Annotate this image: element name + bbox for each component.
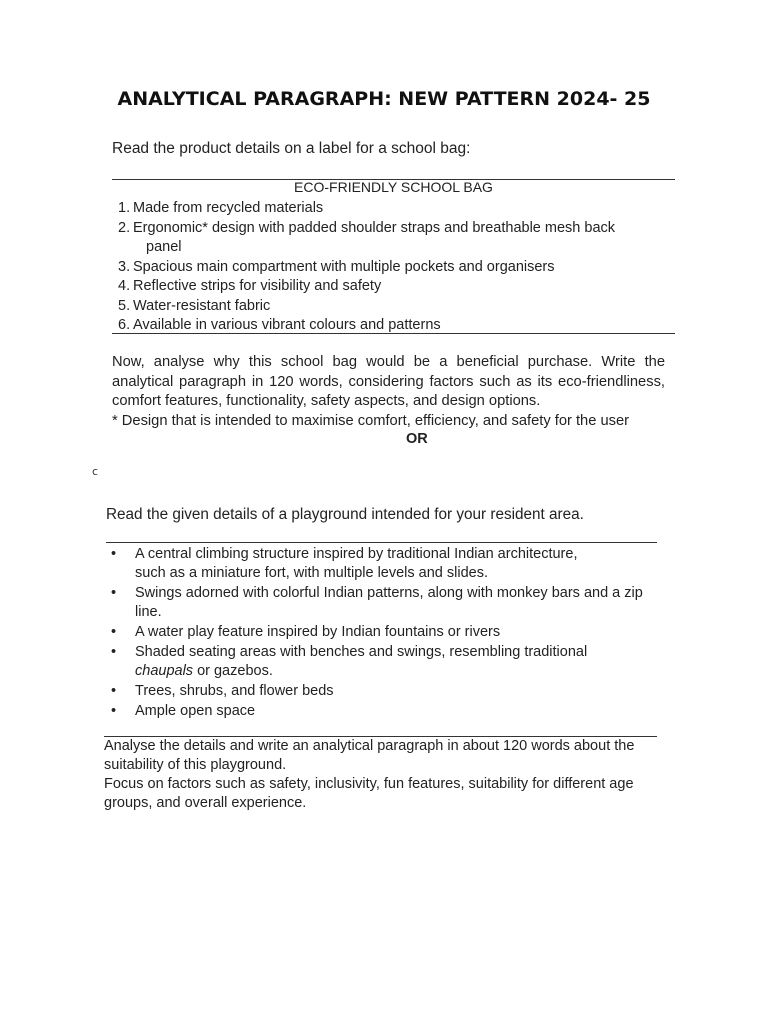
stray-character: c xyxy=(92,465,99,478)
item-text-tail: or gazebos. xyxy=(193,663,273,680)
item-text: Ergonomic* design with padded shoulder straps and breathable mesh back xyxy=(133,219,616,236)
item-number: 3. xyxy=(118,258,131,275)
item-italic-word: chaupals xyxy=(135,663,194,680)
section1-task xyxy=(112,353,665,431)
item-number: 5. xyxy=(118,297,131,314)
item-text: Ample open space xyxy=(135,702,256,719)
label-bottom-rule xyxy=(112,333,675,334)
section1-intro: Read the product details on a label for a school bag: xyxy=(112,140,471,157)
item-text: Made from recycled materials xyxy=(133,200,324,216)
task-focus: Focus on factors such as safety, inclusivity, fun features, suitability for different age groups, and overall experience. xyxy=(104,776,634,811)
or-separator: OR xyxy=(406,431,428,447)
page-title: ANALYTICAL PARAGRAPH: NEW PATTERN 2024- 25 xyxy=(117,88,651,110)
footnote: * Design that is intended to maximise comfort, efficiency, and safety for the user xyxy=(112,412,630,429)
item-text-wrap xyxy=(133,219,678,258)
task-paragraph: Analyse the details and write an analytical paragraph in about 120 words about the suitability of this playground. xyxy=(104,738,635,773)
item-text: Swings adorned with colorful Indian patterns, along with monkey bars and a zip line. xyxy=(135,585,643,621)
item-text: A central climbing structure inspired by traditional Indian architecture, xyxy=(135,546,578,562)
list-item xyxy=(110,643,655,682)
item-number: 4. xyxy=(118,278,131,294)
item-text: Trees, shrubs, and flower beds xyxy=(135,683,334,700)
playground-details-list xyxy=(110,545,655,722)
item-text: Spacious main compartment with multiple pockets and organisers xyxy=(133,258,555,275)
bullet-icon: • xyxy=(111,702,117,719)
item-text: Water-resistant fabric xyxy=(133,297,271,314)
list-item xyxy=(110,584,655,623)
list-item xyxy=(118,258,678,278)
list-item xyxy=(118,297,678,317)
list-item xyxy=(118,277,678,297)
item-number: 6. xyxy=(118,317,131,333)
list-item xyxy=(110,545,655,584)
product-details-list xyxy=(118,199,678,336)
task-paragraph: Now, analyse why this school bag would be a beneficial purchase. Write the analytical paragraph in 120 words, considering factors such as its eco-friendliness, comfort features, functionality, safety aspects, and design options. xyxy=(112,354,665,409)
item-text: Reflective strips for visibility and safety xyxy=(133,278,382,294)
item-text: Available in various vibrant colours and patterns xyxy=(133,317,441,333)
label-heading: ECO-FRIENDLY SCHOOL BAG xyxy=(294,179,493,195)
bullet-icon: • xyxy=(111,585,117,602)
list-item xyxy=(110,702,655,721)
bullet-icon: • xyxy=(111,624,117,641)
bullet-icon: • xyxy=(111,643,117,660)
bullet-icon: • xyxy=(111,683,117,700)
item-text-wrap xyxy=(135,545,655,584)
list-item xyxy=(118,219,678,258)
section2-task xyxy=(104,737,664,813)
item-number: 2. xyxy=(118,219,131,236)
item-text-wrap xyxy=(135,643,655,682)
playground-top-rule xyxy=(106,542,657,543)
list-item xyxy=(118,199,678,219)
item-text: A water play feature inspired by Indian fountains or rivers xyxy=(135,624,501,641)
section2-intro: Read the given details of a playground intended for your resident area. xyxy=(106,506,584,523)
bullet-icon: • xyxy=(111,546,117,562)
item-number: 1. xyxy=(118,200,131,216)
list-item xyxy=(110,623,655,642)
item-text-continued: panel xyxy=(146,239,182,255)
list-item xyxy=(110,682,655,701)
item-text-continued: such as a miniature fort, with multiple levels and slides. xyxy=(135,565,488,582)
item-text: Shaded seating areas with benches and swings, resembling traditional xyxy=(135,643,588,660)
